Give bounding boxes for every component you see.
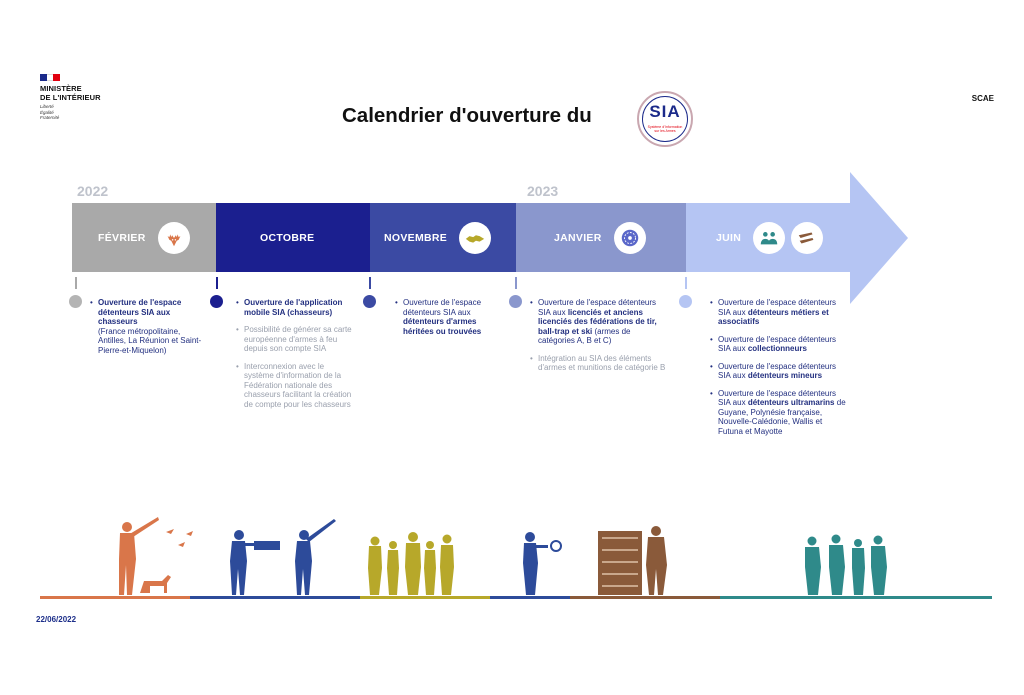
silhouettes-illustration xyxy=(0,505,1024,605)
list-item: • Ouverture de l'espace détenteurs SIA aux licenciés et anciens licenciés des fédérations de tir, ball-trap et ski (armes de catégories A, B et C) xyxy=(530,298,668,346)
ground-family xyxy=(360,596,490,599)
professionals-silhouettes xyxy=(805,535,887,596)
ground-teal xyxy=(720,596,992,599)
year-2023: 2023 xyxy=(527,183,559,199)
org-label: SCAE xyxy=(971,94,994,103)
column-nov xyxy=(395,298,495,344)
list-item: • Ouverture de l'espace détenteurs SIA aux collectionneurs xyxy=(710,335,848,354)
list-item: • Ouverture de l'espace détenteurs SIA aux détenteurs ultramarins de Guyane, Polynésie française, Nouvelle-Calédonie, Wallis et Futuna et Mayotte xyxy=(710,389,848,437)
dot-jan xyxy=(509,295,522,308)
ground-shooter xyxy=(190,596,360,599)
page-title: Calendrier d'ouverture du xyxy=(342,104,592,127)
list-item: • Intégration au SIA des éléments d'armes et munitions de catégorie B xyxy=(530,354,668,373)
list-item: • Ouverture de l'espace détenteurs SIA aux chasseurs (France métropolitaine, Antilles, La Réunion et Saint-Pierre-et-Miquelon) xyxy=(90,298,206,355)
people-icon xyxy=(753,222,785,254)
ministry-name-line1: MINISTÈRE xyxy=(40,84,82,93)
ground-shooter2 xyxy=(490,596,570,599)
list-item: • Interconnexion avec le système d'information de la Fédération nationale des chasseurs facilitant la création de compte pour les chasseurs xyxy=(236,362,354,410)
year-2022: 2022 xyxy=(77,183,109,199)
list-item: • Ouverture de l'espace détenteurs SIA aux détenteurs mineurs xyxy=(710,362,848,381)
footer-date: 22/06/2022 xyxy=(36,615,77,624)
ground-collector xyxy=(570,596,720,599)
column-jun xyxy=(710,298,848,444)
column-jan xyxy=(530,298,668,381)
tick-nov xyxy=(369,277,371,289)
month-oct: OCTOBRE xyxy=(260,231,315,244)
tick-jun xyxy=(685,277,687,289)
dot-oct xyxy=(210,295,223,308)
sia-logo: SIA Système d'Information sur les Armes xyxy=(637,91,693,147)
target-shooter-silhouette xyxy=(523,532,561,595)
ground-hunter xyxy=(40,596,190,599)
dot-jun xyxy=(679,295,692,308)
dot-nov xyxy=(363,295,376,308)
weapons-icon xyxy=(791,222,823,254)
ministry-name-line2: DE L'INTÉRIEUR xyxy=(40,93,101,102)
list-item: • Possibilité de générer sa carte européenne d'armes à feu depuis son compte SIA xyxy=(236,325,354,354)
list-item: • Ouverture de l'application mobile SIA (chasseurs) xyxy=(236,298,354,317)
list-item: • Ouverture de l'espace détenteurs SIA aux détenteurs d'armes héritées ou trouvées xyxy=(395,298,495,336)
deer-icon xyxy=(158,222,190,254)
list-item: • Ouverture de l'espace détenteurs SIA aux détenteurs métiers et associatifs xyxy=(710,298,848,327)
target-icon xyxy=(614,222,646,254)
column-oct xyxy=(236,298,354,417)
column-feb xyxy=(90,298,206,363)
hunter-silhouette xyxy=(119,517,193,595)
month-nov: NOVEMBRE xyxy=(384,203,491,272)
motto: Liberté Égalité Fraternité xyxy=(40,104,60,120)
month-feb: FÉVRIER xyxy=(98,203,190,272)
tick-oct xyxy=(216,277,218,289)
timeline-arrow xyxy=(0,0,1024,320)
month-jun: JUIN xyxy=(716,203,823,272)
shooter-silhouettes xyxy=(230,519,336,595)
tick-feb xyxy=(75,277,77,289)
handshake-icon xyxy=(459,222,491,254)
family-silhouettes xyxy=(368,532,454,595)
month-jan: JANVIER xyxy=(554,203,646,272)
collector-silhouette xyxy=(598,526,667,595)
tick-jan xyxy=(515,277,517,289)
dot-feb xyxy=(69,295,82,308)
